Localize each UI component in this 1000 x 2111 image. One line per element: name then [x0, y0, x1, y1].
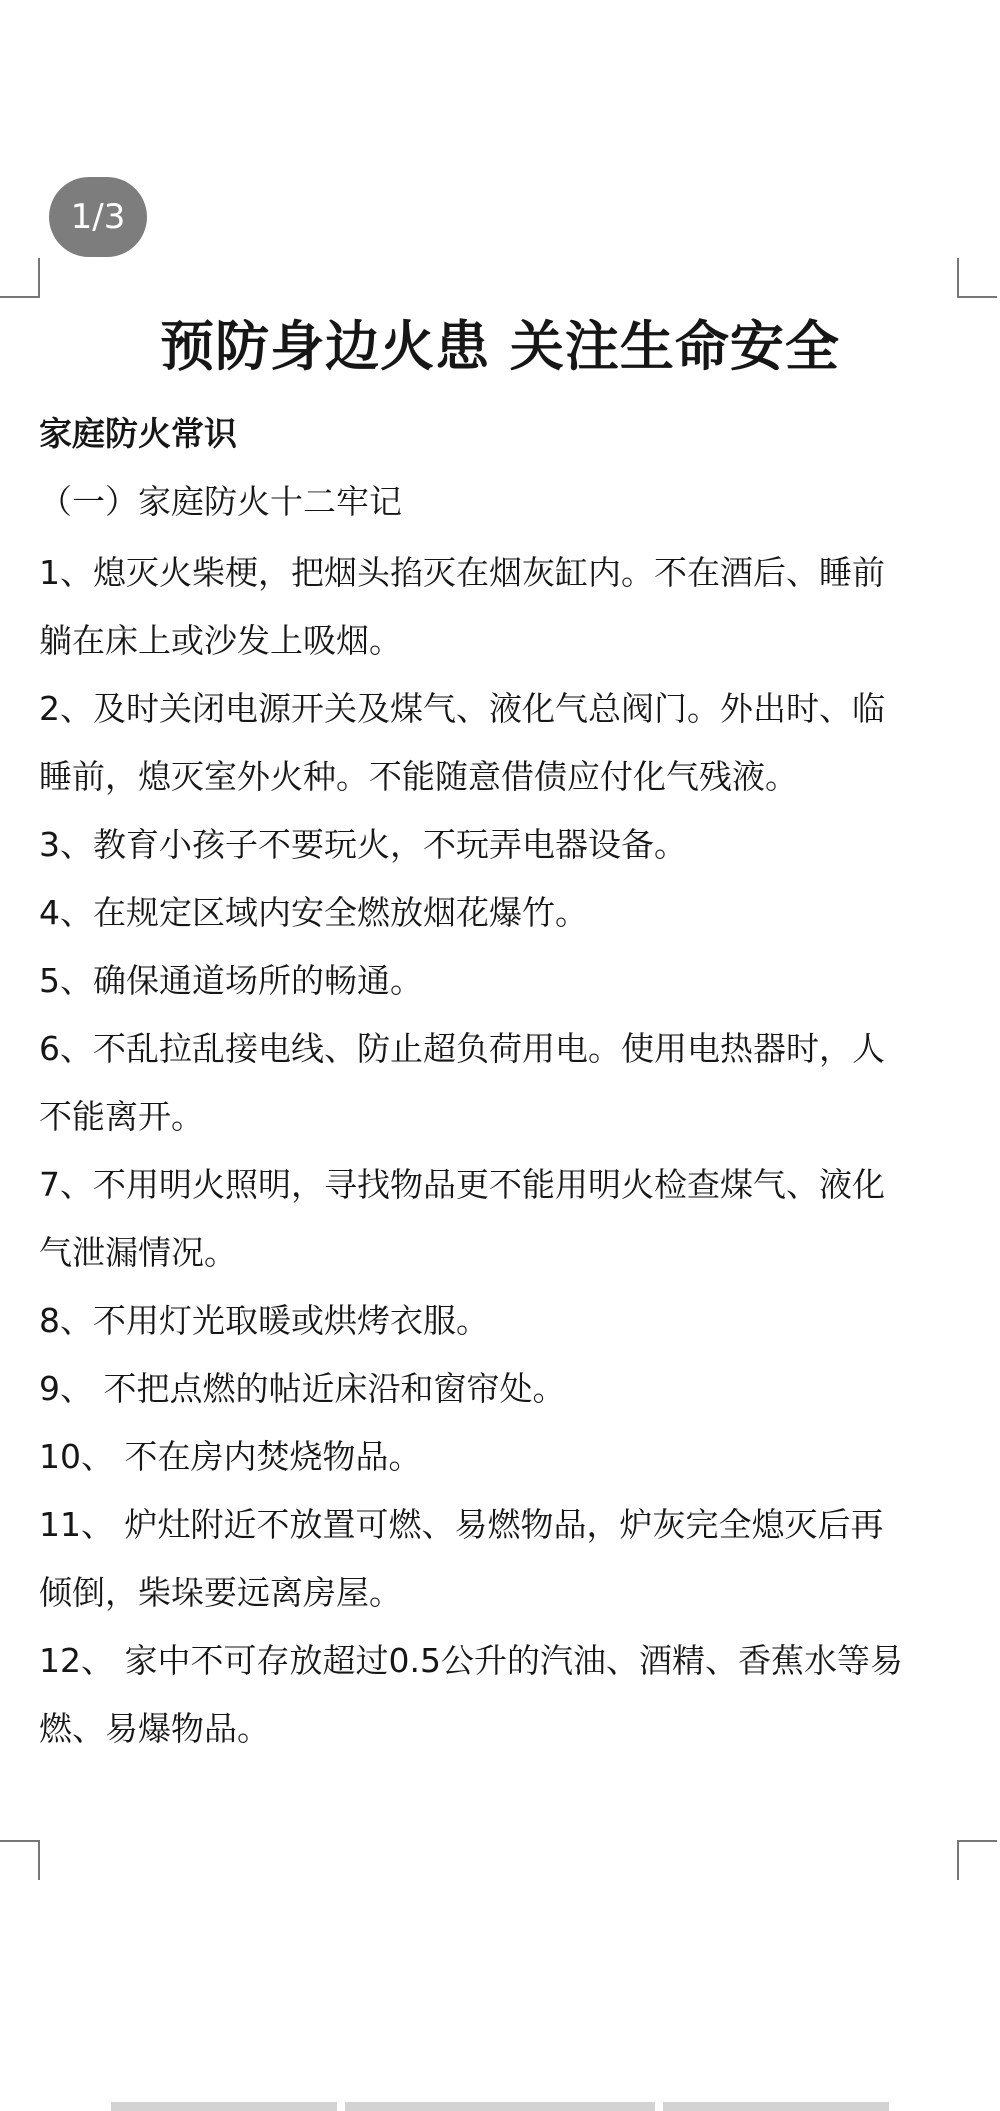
rule-item — [39, 1287, 963, 1355]
rule-line: 6、不乱拉乱接电线、防止超负荷用电。使用电热器时，人 — [39, 1029, 885, 1068]
crop-mark-top-right — [957, 258, 997, 298]
rule-item — [39, 1151, 963, 1287]
page-thumbnail-strip[interactable] — [345, 2102, 655, 2111]
rule-item — [39, 947, 963, 1015]
rule-line: 3、教育小孩子不要玩火，不玩弄电器设备。 — [39, 825, 687, 864]
rule-item — [39, 1355, 963, 1423]
page-indicator: 1/3 — [49, 177, 147, 257]
rules-list — [39, 539, 963, 1763]
rule-line: 7、不用明火照明，寻找物品更不能用明火检查煤气、液化 — [39, 1165, 885, 1204]
rule-item — [39, 879, 963, 947]
crop-mark-bottom-right — [957, 1840, 997, 1880]
rule-item — [39, 811, 963, 879]
rule-line: 10、 不在房内焚烧物品。 — [39, 1437, 422, 1476]
rule-line: 倾倒，柴垛要远离房屋。 — [39, 1573, 402, 1612]
rule-line: 不能离开。 — [39, 1097, 204, 1136]
rule-line: 睡前，熄灭室外火种。不能随意借债应付化气残液。 — [39, 757, 798, 796]
rule-line: 燃、易爆物品。 — [39, 1709, 270, 1748]
crop-mark-top-left — [0, 258, 40, 298]
rule-line: 气泄漏情况。 — [39, 1233, 237, 1272]
rule-item — [39, 675, 963, 811]
rule-line: 12、 家中不可存放超过0.5公升的汽油、酒精、香蕉水等易 — [39, 1641, 903, 1680]
document-title: 预防身边火患 关注生命安全 — [160, 315, 840, 378]
rule-line: 8、不用灯光取暖或烘烤衣服。 — [39, 1301, 489, 1340]
rule-line: 9、 不把点燃的帖近床沿和窗帘处。 — [39, 1369, 566, 1408]
rule-line: 2、及时关闭电源开关及煤气、液化气总阀门。外出时、临 — [39, 689, 885, 728]
rule-line: 4、在规定区域内安全燃放烟花爆竹。 — [39, 893, 588, 932]
rule-item — [39, 1627, 963, 1763]
rule-line: 1、熄灭火柴梗，把烟头掐灭在烟灰缸内。不在酒后、睡前 — [39, 553, 885, 592]
section-heading: 家庭防火常识 — [39, 414, 237, 453]
rule-line: 11、 炉灶附近不放置可燃、易燃物品，炉灰完全熄灭后再 — [39, 1505, 884, 1544]
page-thumbnail-strip[interactable] — [111, 2102, 337, 2111]
rule-line: 躺在床上或沙发上吸烟。 — [39, 621, 402, 660]
rule-line: 5、确保通道场所的畅通。 — [39, 961, 423, 1000]
rule-item — [39, 1015, 963, 1151]
sub-heading: （一）家庭防火十二牢记 — [39, 482, 402, 521]
rule-item — [39, 539, 963, 675]
rule-item — [39, 1423, 963, 1491]
rule-item — [39, 1491, 963, 1627]
page-thumbnail-strip[interactable] — [663, 2102, 889, 2111]
crop-mark-bottom-left — [0, 1840, 40, 1880]
